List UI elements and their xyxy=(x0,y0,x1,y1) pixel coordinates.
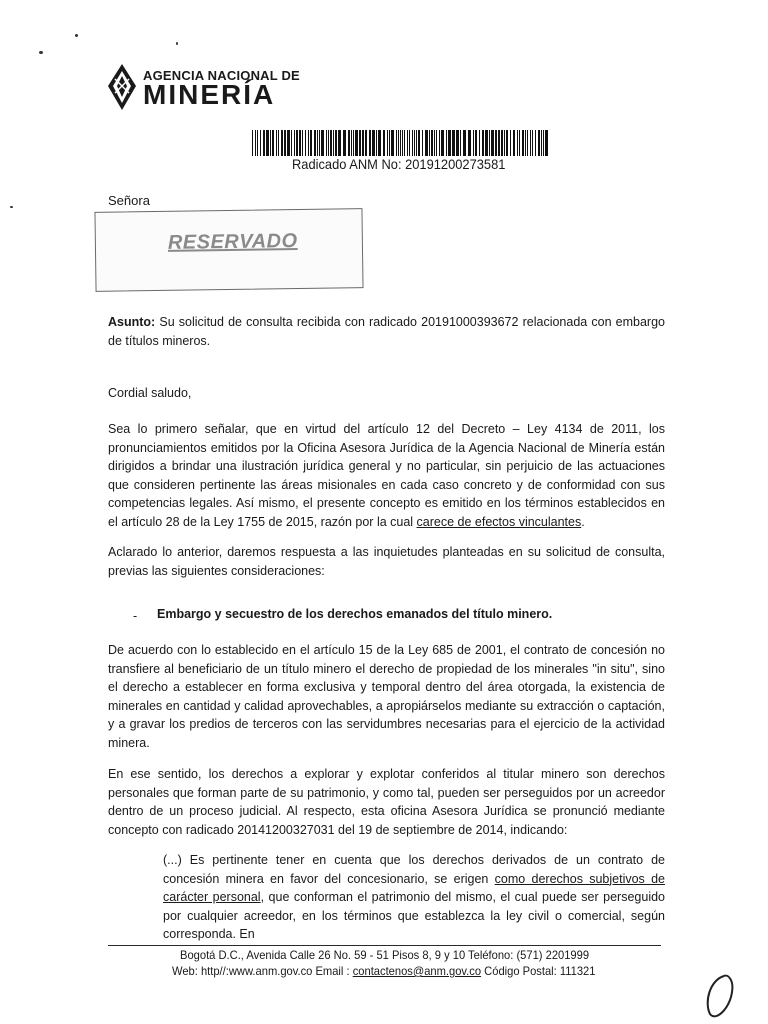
quote-text: (...) Es pertinente tener en cuenta que los derechos derivados de un contrato de concesión minera en favor del concesionario, se erigen xyxy=(163,853,665,886)
logo-line-1: AGENCIA NACIONAL DE xyxy=(143,68,300,83)
salutation: Señora xyxy=(108,193,150,208)
paragraph-1-text: Sea lo primero señalar, que en virtud del artículo 12 del Decreto – Ley 4134 de 2011, los pronunciamientos emitidos por la Oficina Asesora Jurídica de la Agencia Nacional de Minería están dirigidos a brindar una ilustración jurídica general y no particular, sin perjuicio de las actuaciones que consideren pertinente las áreas misionales en cada caso concreto y de conformidad con sus competencias legales. Así mismo, el presente concepto es emitido en los términos establecidos en el artículo 28 de la Ley 1755 de 2015, razón por la cual xyxy=(108,422,665,529)
footer-divider xyxy=(108,945,661,946)
quote-end: , que conforman el patrimonio del mismo, el cual puede ser perseguido por cualquier acreedor, en los términos que establezca la ley civil o comercial, según corresponda. En xyxy=(163,890,665,941)
stamp-text: RESERVADO xyxy=(167,230,298,254)
reserved-stamp xyxy=(94,208,363,292)
footer-contact xyxy=(172,964,595,978)
paragraph-1-underlined: carece de efectos vinculantes xyxy=(416,514,582,529)
footer-email-link[interactable]: contactenos@anm.gov.co xyxy=(352,964,482,978)
section-heading: Embargo y secuestro de los derechos emanados del título minero. xyxy=(157,607,553,621)
greeting: Cordial saludo, xyxy=(108,386,192,400)
paragraph-2: Aclarado lo anterior, daremos respuesta a las inquietudes planteadas en su solicitud de consulta, previas las siguientes consideraciones: xyxy=(108,545,665,578)
paragraph-1-end: . xyxy=(581,514,585,529)
subject-text: Su solicitud de consulta recibida con radicado 20191000393672 relacionada con embargo de títulos mineros. xyxy=(108,315,665,348)
paragraph-3: De acuerdo con lo establecido en el artículo 15 de la Ley 685 de 2001, el contrato de concesión no transfiere al beneficiario de un título minero el derecho de propiedad de los minerales "in situ", sino el derecho a establecer en forma exclusiva y temporal dentro del área otorgada, la existencia de minerales en cantidad y calidad aprovechables, a apropiárselos mediante su extracción o captación, y a gravar los predios de terceros con las servidumbres necesarias para el ejercicio de la actividad minera. xyxy=(108,643,665,750)
footer-address: Bogotá D.C., Avenida Calle 26 No. 59 - 51 Pisos 8, 9 y 10 Teléfono: (571) 2201999 xyxy=(180,948,590,962)
paragraph-1 xyxy=(108,420,665,531)
subject-paragraph xyxy=(108,313,665,350)
quote-underlined: como derechos subjetivos de carácter personal xyxy=(163,871,665,904)
handwritten-page-mark xyxy=(700,972,740,1020)
logo-line-2: MINERÍA xyxy=(143,79,276,110)
subject-label: Asunto: xyxy=(108,315,156,329)
footer-postal: Código Postal: 111321 xyxy=(481,964,596,978)
paragraph-4: En ese sentido, los derechos a explorar y explotar conferidos al titular minero son derechos personales que forman parte de su patrimonio, y como tal, pueden ser perseguidos por un acreedor dentro de un proceso judicial. Al respecto, esta oficina Asesora Jurídica se pronunció mediante concepto con radicado 20141200327031 del 19 de septiembre de 2014, indicando: xyxy=(108,767,665,837)
footer-web: Web: http//:www.anm.gov.co Email : xyxy=(172,964,353,978)
section-bullet: - xyxy=(133,609,138,623)
quoted-paragraph xyxy=(163,851,665,944)
agency-logo xyxy=(106,62,306,114)
barcode-image xyxy=(252,130,548,156)
radicado-number: Radicado ANM No: 20191200273581 xyxy=(292,156,506,172)
logo-emblem-icon xyxy=(106,62,138,112)
